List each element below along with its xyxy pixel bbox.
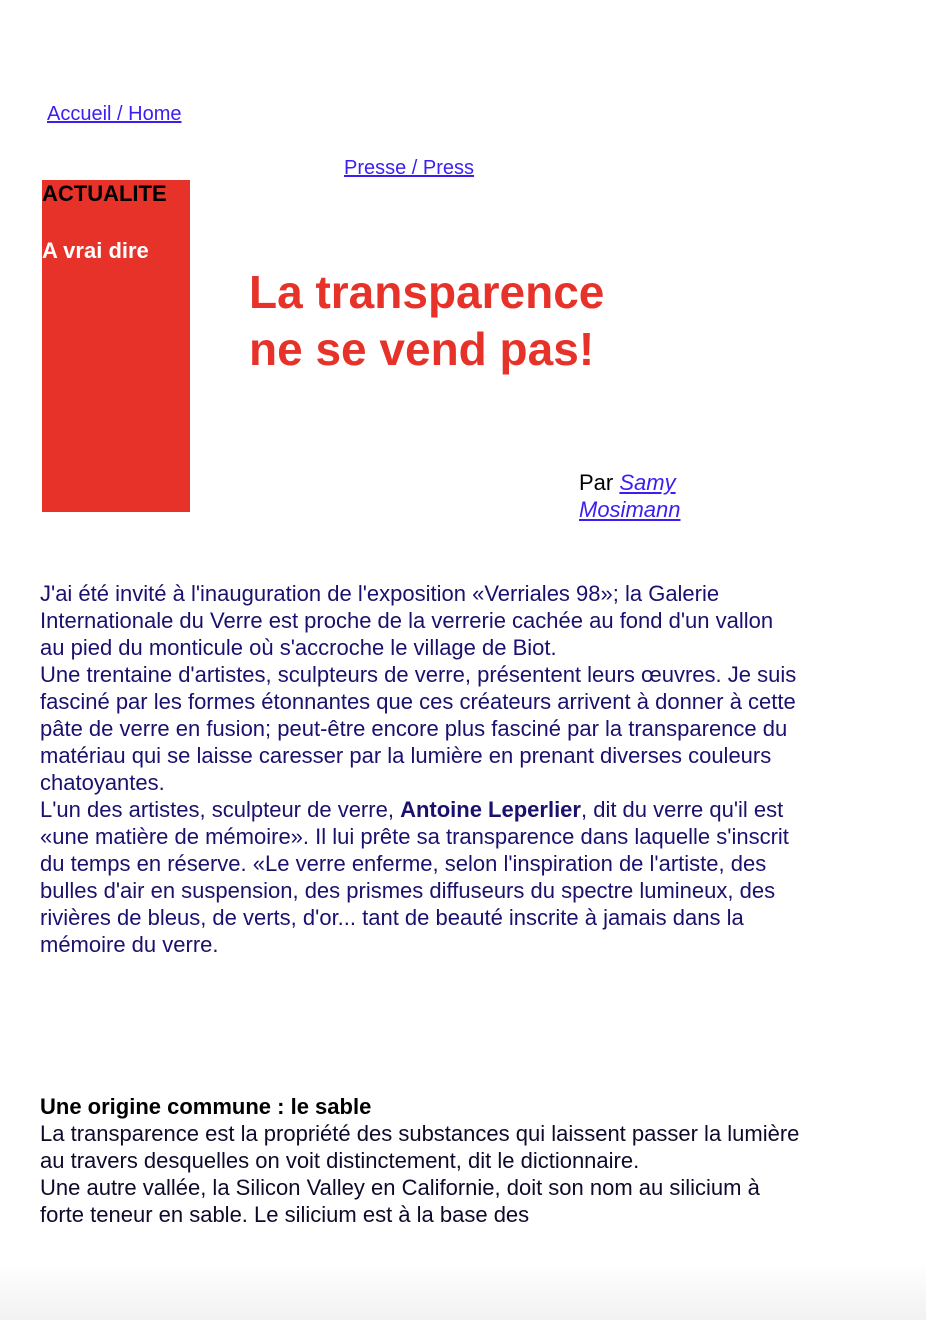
- bottom-fade: [0, 1262, 926, 1320]
- section-heading: Une origine commune : le sable: [40, 1094, 372, 1119]
- byline-prefix: Par: [579, 470, 614, 495]
- paragraph: [40, 796, 800, 958]
- section-banner: [42, 180, 190, 512]
- paragraph: Une autre vallée, la Silicon Valley en Californie, doit son nom au silicium à forte teneur en sable. Le silicium est à la base des: [40, 1175, 760, 1227]
- paragraph-text: L'un des artistes, sculpteur de verre,: [40, 797, 394, 822]
- author-link[interactable]: Samy Mosimann: [579, 470, 681, 522]
- paragraph: J'ai été invité à l'inauguration de l'exposition «Verriales 98»; la Galerie Internationale du Verre est proche de la verrerie cachée au fond d'un vallon au pied du monticule où s'accroche le village de Biot.: [40, 581, 774, 660]
- title-line-2: ne se vend pas!: [249, 323, 595, 375]
- section-label: ACTUALITE: [42, 181, 167, 206]
- home-link[interactable]: Accueil / Home: [47, 103, 182, 125]
- paragraph-text: , dit du verre qu'il est «une matière de mémoire». Il lui prête sa transparence dans laquelle s'inscrit du temps en réserve. «Le verre enferme, selon l'inspiration de l'artiste, des bulles d'air en suspension, des prismes diffuseurs du spectre lumineux, des rivières de bleus, de verts, d'or... tant de beauté inscrite à jamais dans la mémoire du verre.: [40, 797, 789, 957]
- article-title: [249, 264, 719, 378]
- article-body: [40, 580, 800, 958]
- byline: [579, 469, 729, 523]
- title-line-1: La transparence: [249, 266, 605, 318]
- paragraph: Une trentaine d'artistes, sculpteurs de verre, présentent leurs œuvres. Je suis fasciné par les formes étonnantes que ces créateurs arrivent à donner à cette pâte de verre en fusion; peut-être encore plus fasciné par la transparence du matériau qui se laisse caresser par la lumière en prenant diverses couleurs chatoyantes.: [40, 662, 797, 795]
- press-link[interactable]: Presse / Press: [344, 157, 475, 179]
- article-section: [40, 1093, 800, 1228]
- paragraph: La transparence est la propriété des substances qui laissent passer la lumière au travers desquelles on voit distinctement, dit le dictionnaire.: [40, 1121, 800, 1173]
- subsection-label: A vrai dire: [42, 238, 149, 263]
- artist-name: Antoine Leperlier: [400, 797, 581, 822]
